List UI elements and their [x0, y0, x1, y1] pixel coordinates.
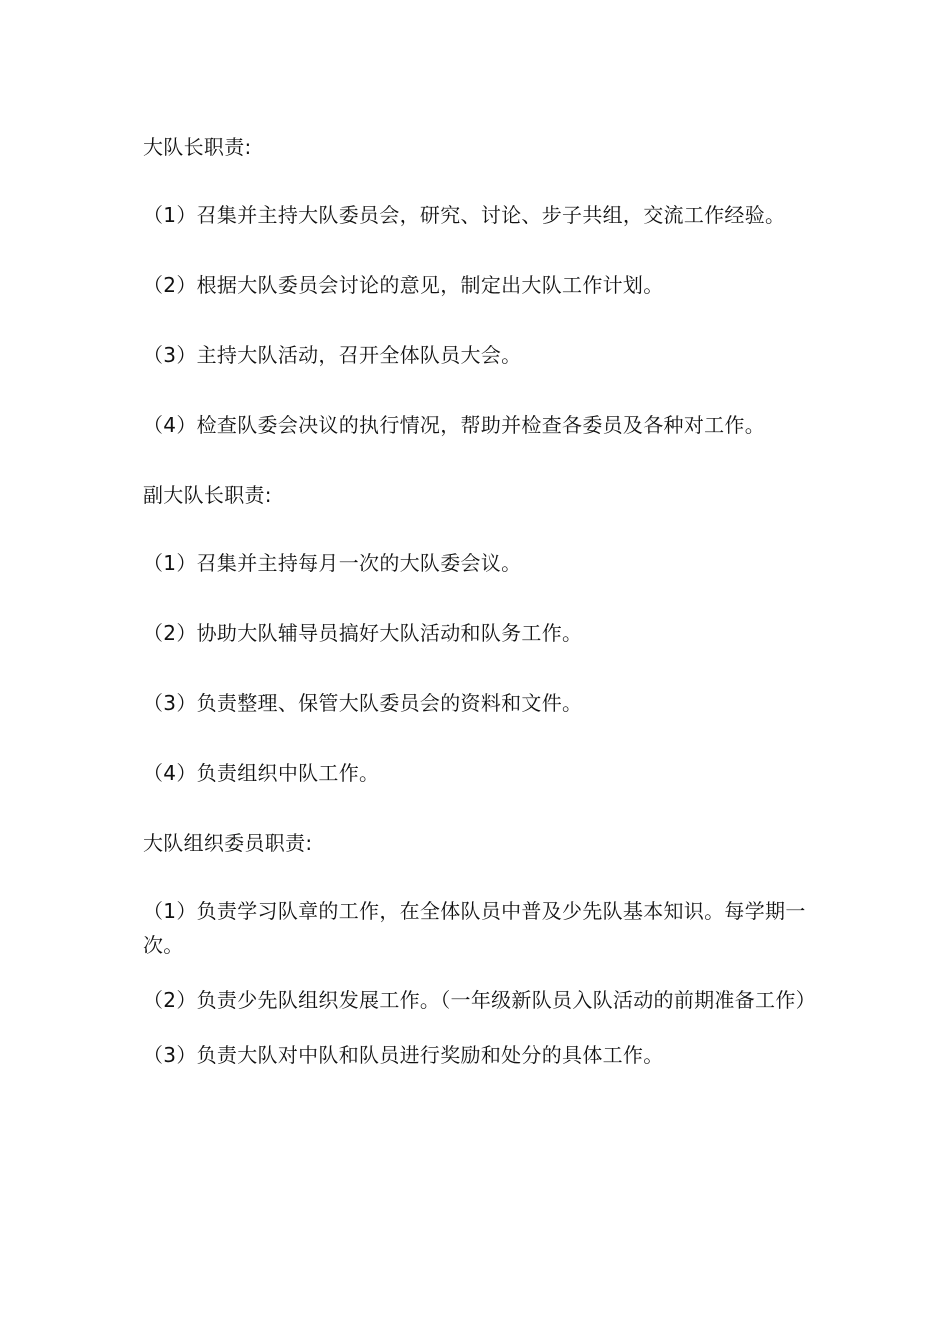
document-body	[143, 130, 823, 1108]
list-item: （1）负责学习队章的工作，在全体队员中普及少先队基本知识。每学期一次。	[143, 899, 806, 957]
section-heading-captain: 大队长职责:	[143, 135, 252, 159]
list-item: （3）主持大队活动，召开全体队员大会。	[143, 343, 522, 367]
list-item: （2）根据大队委员会讨论的意见，制定出大队工作计划。	[143, 273, 664, 297]
list-item: （2）负责少先队组织发展工作。（一年级新队员入队活动的前期准备工作）	[143, 988, 816, 1012]
list-item: （1）召集并主持每月一次的大队委会议。	[143, 551, 522, 575]
list-item: （3）负责整理、保管大队委员会的资料和文件。	[143, 691, 583, 715]
list-item: （2）协助大队辅导员搞好大队活动和队务工作。	[143, 621, 583, 645]
list-item: （3）负责大队对中队和队员进行奖励和处分的具体工作。	[143, 1043, 664, 1067]
section-heading-vice-captain: 副大队长职责:	[143, 483, 272, 507]
list-item: （4）负责组织中队工作。	[143, 761, 380, 785]
section-heading-organization-member: 大队组织委员职责:	[143, 831, 313, 855]
list-item: （4）检查队委会决议的执行情况，帮助并检查各委员及各种对工作。	[143, 413, 766, 437]
list-item: （1）召集并主持大队委员会，研究、讨论、步子共组，交流工作经验。	[143, 203, 786, 227]
